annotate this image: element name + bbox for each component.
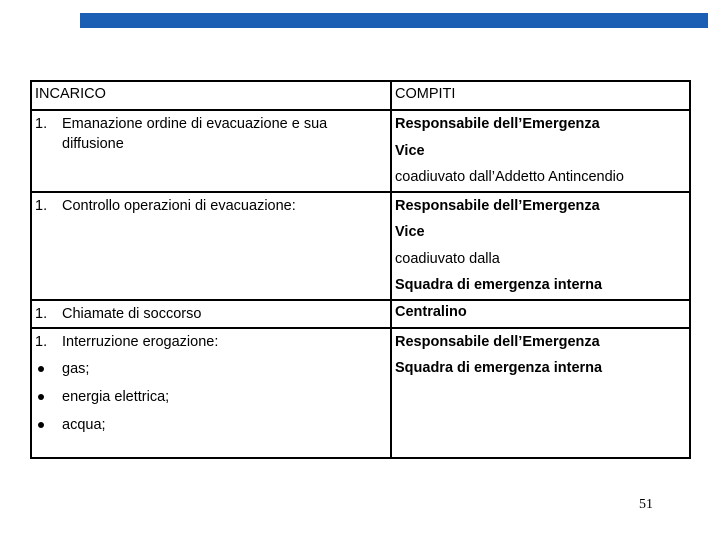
compiti-cell <box>391 192 690 300</box>
incarico-cell <box>31 192 391 300</box>
bullet-dot-icon <box>38 422 44 428</box>
compito-line: Vice <box>395 142 425 159</box>
item-text: Controllo operazioni di evacuazione: <box>62 197 296 214</box>
numbered-item <box>32 111 390 157</box>
bullet-item <box>32 355 390 383</box>
item-number: 1. <box>35 197 48 214</box>
item-text: Emanazione ordine di evacuazione e sua diffusione <box>62 116 328 152</box>
table-row <box>31 300 690 328</box>
numbered-item <box>32 301 390 327</box>
incarico-cell <box>31 300 391 328</box>
table-row <box>31 328 690 458</box>
compito-line: Vice <box>395 224 425 240</box>
page-number: 51 <box>639 497 653 512</box>
header-incarico: INCARICO <box>31 81 391 110</box>
table-row <box>31 192 690 300</box>
bullet-dot-icon <box>38 366 44 372</box>
compito-line: coadiuvato dalla <box>395 250 500 267</box>
compiti-cell <box>391 328 690 458</box>
compito-line: Squadra di emergenza interna <box>395 360 603 376</box>
compito-line: Centralino <box>395 303 467 320</box>
compito-line: coadiuvato dall’Addetto Antincendio <box>395 169 624 185</box>
compiti-cell <box>391 110 690 192</box>
item-text: Chiamate di soccorso <box>62 305 202 322</box>
compito-line: Responsabile dell’Emergenza <box>395 197 600 214</box>
bullet-item <box>32 383 390 411</box>
header-compiti: COMPITI <box>391 81 690 110</box>
compito-line: Responsabile dell’Emergenza <box>395 333 600 350</box>
bullet-text: acqua; <box>62 416 106 433</box>
bullet-text: energia elettrica; <box>62 388 170 405</box>
numbered-item <box>32 329 390 355</box>
table-header-row <box>31 81 690 110</box>
incarico-cell <box>31 110 391 192</box>
incarico-cell <box>31 328 391 458</box>
compito-line: Responsabile dell’Emergenza <box>395 116 600 132</box>
bullet-text: gas; <box>62 360 90 377</box>
header-accent-bar <box>80 13 708 28</box>
item-number: 1. <box>35 116 48 132</box>
table-row <box>31 110 690 192</box>
bullet-dot-icon <box>38 394 44 400</box>
item-number: 1. <box>35 333 48 350</box>
responsibilities-table <box>30 80 691 459</box>
compito-line: Squadra di emergenza interna <box>395 277 603 293</box>
compiti-cell <box>391 300 690 328</box>
numbered-item <box>32 193 390 219</box>
item-number: 1. <box>35 305 48 322</box>
item-text: Interruzione erogazione: <box>62 333 219 350</box>
bullet-item <box>32 411 390 439</box>
